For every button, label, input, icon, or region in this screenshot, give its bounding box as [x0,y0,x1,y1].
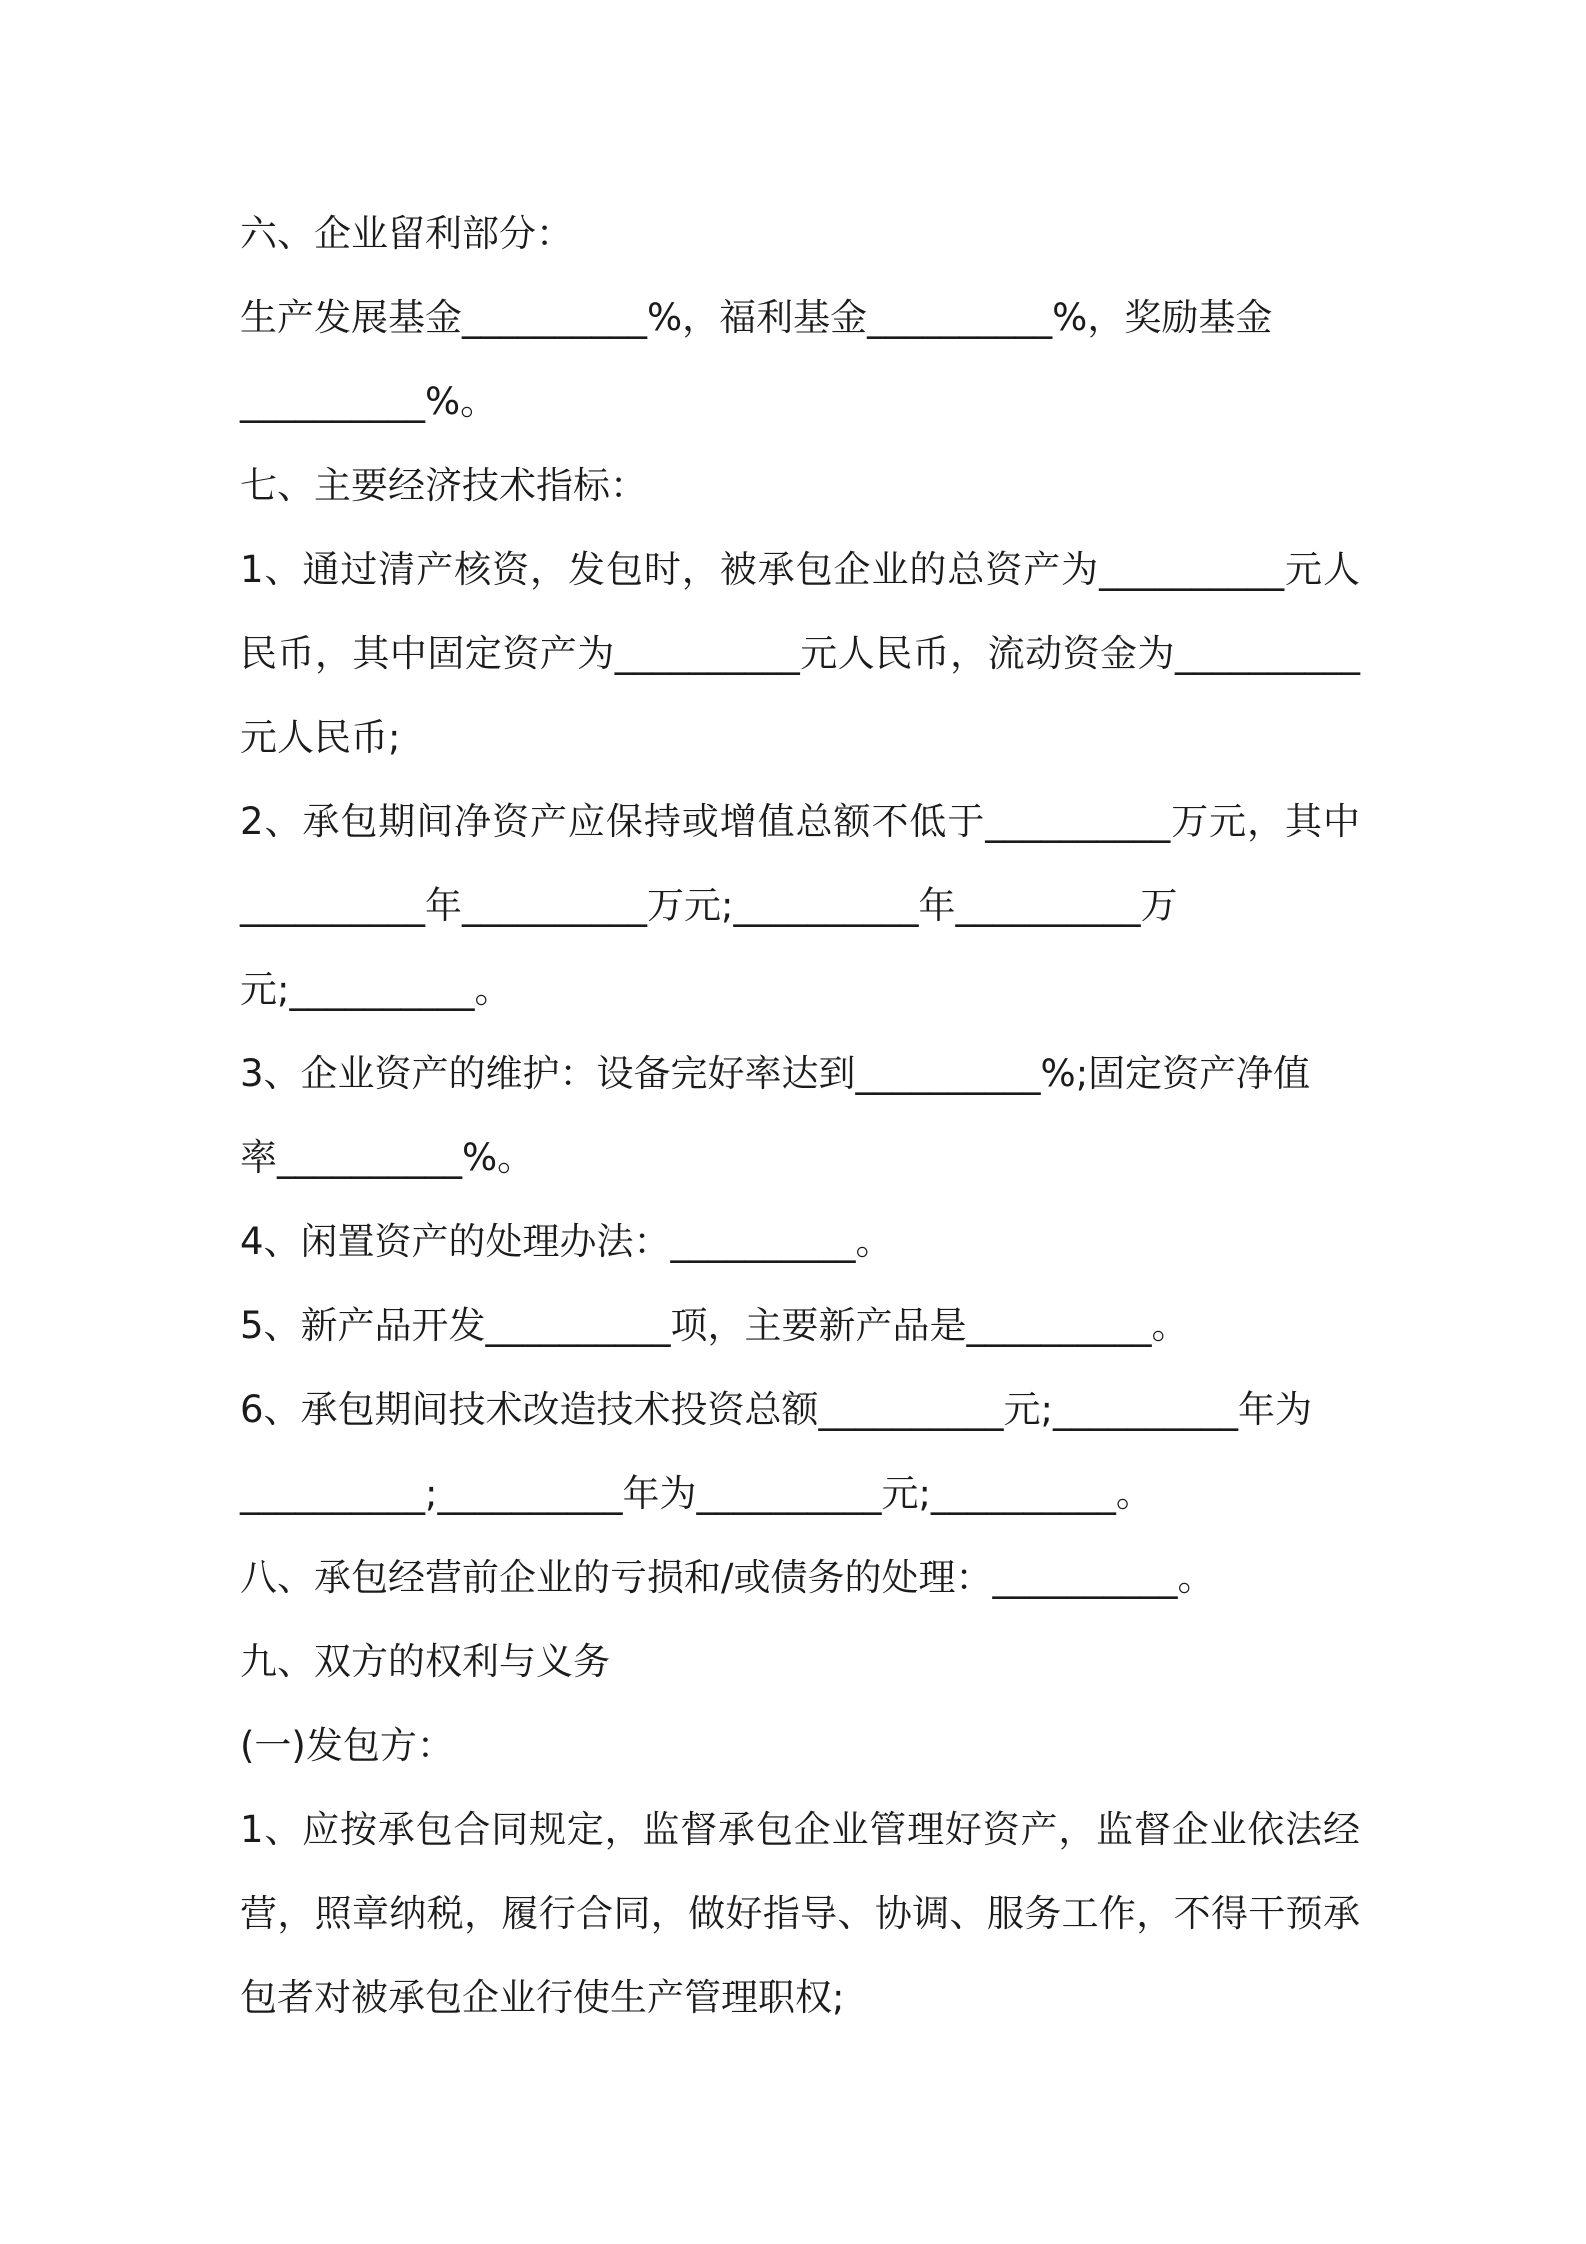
paragraph-line: __________;__________年为__________元;__________。 [240,1472,1153,1515]
section-heading-6: 六、企业留利部分： [240,212,573,255]
paragraph-line: __________%。 [240,380,498,423]
paragraph-line: 元人民币; [240,716,401,759]
paragraph-line: 6、承包期间技术改造技术投资总额__________元;__________年为 [240,1388,1313,1431]
section-heading-9: 九、双方的权利与义务 [240,1640,610,1683]
section-heading-8: 八、承包经营前企业的亏损和/或债务的处理：__________。 [240,1556,1215,1599]
paragraph-line: 营，照章纳税，履行合同，做好指导、协调、服务工作，不得干预承 [240,1892,1360,1935]
paragraph-line: 1、应按承包合同规定，监督承包企业管理好资产，监督企业依法经 [240,1808,1360,1851]
paragraph-line: 2、承包期间净资产应保持或增值总额不低于__________万元，其中 [240,800,1360,843]
paragraph-line: 民币，其中固定资产为__________元人民币，流动资金为__________ [240,632,1360,675]
paragraph-line: 1、通过清产核资，发包时，被承包企业的总资产为__________元人 [240,548,1360,591]
paragraph-line: 包者对被承包企业行使生产管理职权; [240,1976,845,2019]
paragraph-line: __________年__________万元;__________年__________万 [240,884,1178,927]
paragraph-line: 5、新产品开发__________项，主要新产品是__________。 [240,1304,1189,1347]
section-heading-7: 七、主要经济技术指标： [240,464,647,507]
subsection-heading: (一)发包方： [240,1724,454,1767]
paragraph-line: 率__________%。 [240,1136,535,1179]
paragraph-line: 4、闲置资产的处理办法：__________。 [240,1220,893,1263]
paragraph-line: 生产发展基金__________%，福利基金__________%，奖励基金 [240,296,1273,339]
paragraph-line: 3、企业资产的维护：设备完好率达到__________%;固定资产净值 [240,1052,1311,1095]
paragraph-line: 元;__________。 [240,968,512,1011]
document-page [240,192,1360,2040]
